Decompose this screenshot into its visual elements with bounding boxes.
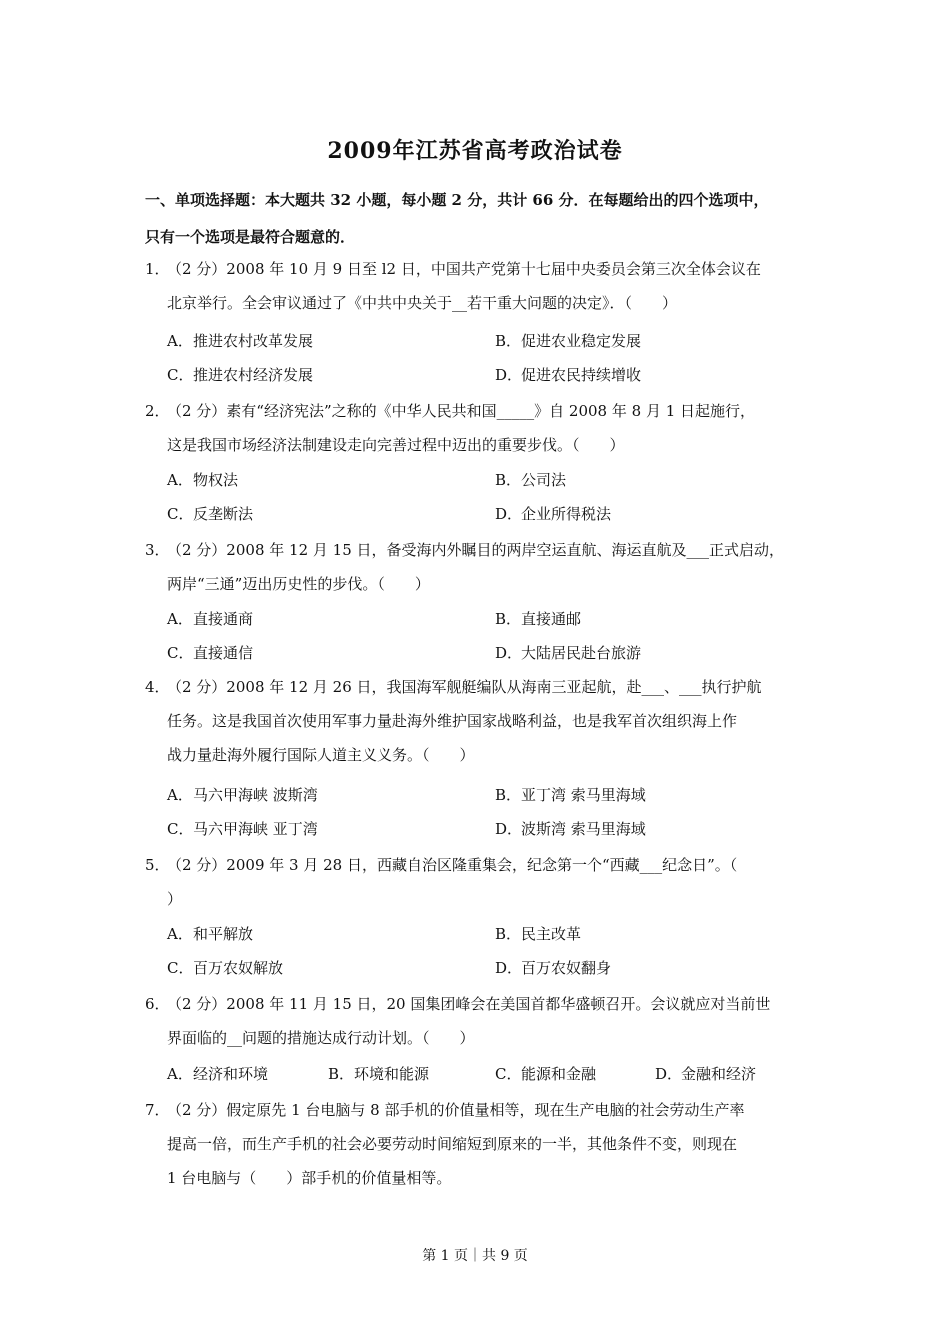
option-letter: D．	[495, 644, 523, 662]
option-b[interactable]	[328, 1057, 429, 1091]
option-text: 马六甲海峡 亚丁湾	[193, 820, 318, 838]
option-b[interactable]	[495, 463, 566, 497]
question-text-line: （2 分）2009 年 3 月 28 日，西藏自治区隆重集会，纪念第一个“西藏___纪念日”。（	[167, 856, 738, 874]
option-text: 经济和环境	[193, 1065, 269, 1083]
question-7	[145, 1093, 815, 1195]
question-number: 1．	[145, 260, 170, 278]
option-text: 反垄断法	[193, 505, 254, 523]
question-5	[145, 848, 815, 916]
option-text: 环境和能源	[354, 1065, 430, 1083]
option-d[interactable]	[655, 1057, 756, 1091]
question-text-line: （2 分）2008 年 12 月 15 日，备受海内外瞩目的两岸空运直航、海运直航及___正式启动，	[167, 541, 785, 559]
question-number: 6．	[145, 995, 170, 1013]
question-1	[145, 252, 815, 320]
question-number: 7．	[145, 1101, 170, 1119]
option-text: 马六甲海峡 波斯湾	[193, 786, 318, 804]
question-text-line: 北京举行。全会审议通过了《中共中央关于__若干重大问题的决定》．（ ）	[167, 294, 678, 312]
section-heading-line2: 只有一个选项是最符合题意的．	[145, 228, 356, 246]
option-text: 波斯湾 索马里海域	[521, 820, 646, 838]
option-letter: A．	[167, 332, 193, 350]
option-letter: A．	[167, 925, 193, 943]
option-letter: C．	[167, 366, 194, 384]
option-letter: B．	[495, 925, 522, 943]
option-c[interactable]	[495, 1057, 596, 1091]
option-a[interactable]	[167, 917, 253, 951]
question-3	[145, 533, 815, 601]
option-letter: D．	[495, 366, 523, 384]
option-text: 大陆居民赴台旅游	[521, 644, 642, 662]
option-c[interactable]	[167, 358, 313, 392]
option-a[interactable]	[167, 602, 253, 636]
option-letter: B．	[495, 786, 522, 804]
option-a[interactable]	[167, 463, 238, 497]
question-text-line: （2 分）假定原先 1 台电脑与 8 部手机的价值量相等，现在生产电脑的社会劳动生产率	[167, 1101, 745, 1119]
question-4	[145, 670, 815, 772]
option-d[interactable]	[495, 812, 646, 846]
question-number: 4．	[145, 678, 170, 696]
question-text-line: 两岸“三通”迈出历史性的步伐。（ ）	[167, 575, 430, 593]
option-c[interactable]	[167, 951, 283, 985]
option-text: 百万农奴解放	[193, 959, 284, 977]
option-letter: D．	[495, 505, 523, 523]
option-text: 亚丁湾 索马里海域	[521, 786, 646, 804]
question-text-line: （2 分）素有“经济宪法”之称的《中华人民共和国_____》自 2008 年 8 月 1 日起施行，	[167, 402, 756, 420]
question-text-line: 任务。这是我国首次使用军事力量赴海外维护国家战略利益，也是我军首次组织海上作	[167, 712, 738, 730]
option-d[interactable]	[495, 497, 611, 531]
option-letter: D．	[655, 1065, 683, 1083]
option-c[interactable]	[167, 497, 253, 531]
option-text: 公司法	[521, 471, 567, 489]
option-b[interactable]	[495, 778, 646, 812]
option-letter: A．	[167, 1065, 193, 1083]
page-footer: 第 1 页｜共 9 页	[422, 1248, 528, 1264]
option-letter: B．	[495, 471, 522, 489]
option-text: 推进农村改革发展	[193, 332, 314, 350]
option-b[interactable]	[495, 602, 581, 636]
option-text: 直接通信	[193, 644, 254, 662]
option-text: 和平解放	[193, 925, 254, 943]
question-text-line: 战力量赴海外履行国际人道主义义务。（ ）	[167, 746, 475, 764]
option-letter: C．	[167, 959, 194, 977]
option-letter: C．	[167, 505, 194, 523]
option-letter: B．	[328, 1065, 355, 1083]
question-text-line: （2 分）2008 年 12 月 26 日，我国海军舰艇编队从海南三亚起航，赴___、___执行护航	[167, 678, 762, 696]
option-letter: D．	[495, 959, 523, 977]
option-text: 企业所得税法	[521, 505, 612, 523]
option-letter: A．	[167, 471, 193, 489]
page-title: 2009年江苏省高考政治试卷	[327, 138, 623, 164]
question-6	[145, 987, 815, 1055]
option-text: 直接通邮	[521, 610, 582, 628]
question-text-line: （2 分）2008 年 11 月 15 日，20 国集团峰会在美国首都华盛顿召开。会议就应对当前世	[167, 995, 771, 1013]
option-letter: A．	[167, 786, 193, 804]
option-text: 百万农奴翻身	[521, 959, 612, 977]
question-number: 3．	[145, 541, 170, 559]
option-b[interactable]	[495, 324, 641, 358]
option-a[interactable]	[167, 1057, 268, 1091]
question-2	[145, 394, 815, 462]
section-heading-line1: 一、单项选择题：本大题共 32 小题，每小题 2 分，共计 66 分．在每题给出的四个选项中，	[145, 191, 769, 209]
option-text: 金融和经济	[681, 1065, 757, 1083]
option-c[interactable]	[167, 636, 253, 670]
option-text: 推进农村经济发展	[193, 366, 314, 384]
question-text-line: （2 分）2008 年 10 月 9 日至 l2 日，中国共产党第十七届中央委员会第三次全体会议在	[167, 260, 761, 278]
question-number: 2．	[145, 402, 170, 420]
option-a[interactable]	[167, 324, 313, 358]
question-text-line: 提高一倍，而生产手机的社会必要劳动时间缩短到原来的一半，其他条件不变，则现在	[167, 1135, 738, 1153]
option-d[interactable]	[495, 358, 641, 392]
option-text: 物权法	[193, 471, 239, 489]
option-a[interactable]	[167, 778, 318, 812]
question-text-line: ）	[167, 890, 183, 908]
option-text: 能源和金融	[521, 1065, 597, 1083]
option-letter: C．	[167, 644, 194, 662]
question-text-line: 界面临的__问题的措施达成行动计划。（ ）	[167, 1029, 475, 1047]
question-text-line: 1 台电脑与（ ）部手机的价值量相等。	[167, 1169, 452, 1187]
option-d[interactable]	[495, 636, 641, 670]
option-letter: C．	[495, 1065, 522, 1083]
option-letter: C．	[167, 820, 194, 838]
option-text: 促进农业稳定发展	[521, 332, 642, 350]
option-letter: A．	[167, 610, 193, 628]
question-number: 5．	[145, 856, 170, 874]
option-letter: B．	[495, 610, 522, 628]
option-letter: D．	[495, 820, 523, 838]
option-d[interactable]	[495, 951, 611, 985]
question-text-line: 这是我国市场经济法制建设走向完善过程中迈出的重要步伐。（ ）	[167, 436, 625, 454]
option-text: 直接通商	[193, 610, 254, 628]
option-text: 民主改革	[521, 925, 582, 943]
option-b[interactable]	[495, 917, 581, 951]
option-c[interactable]	[167, 812, 318, 846]
option-text: 促进农民持续增收	[521, 366, 642, 384]
option-letter: B．	[495, 332, 522, 350]
